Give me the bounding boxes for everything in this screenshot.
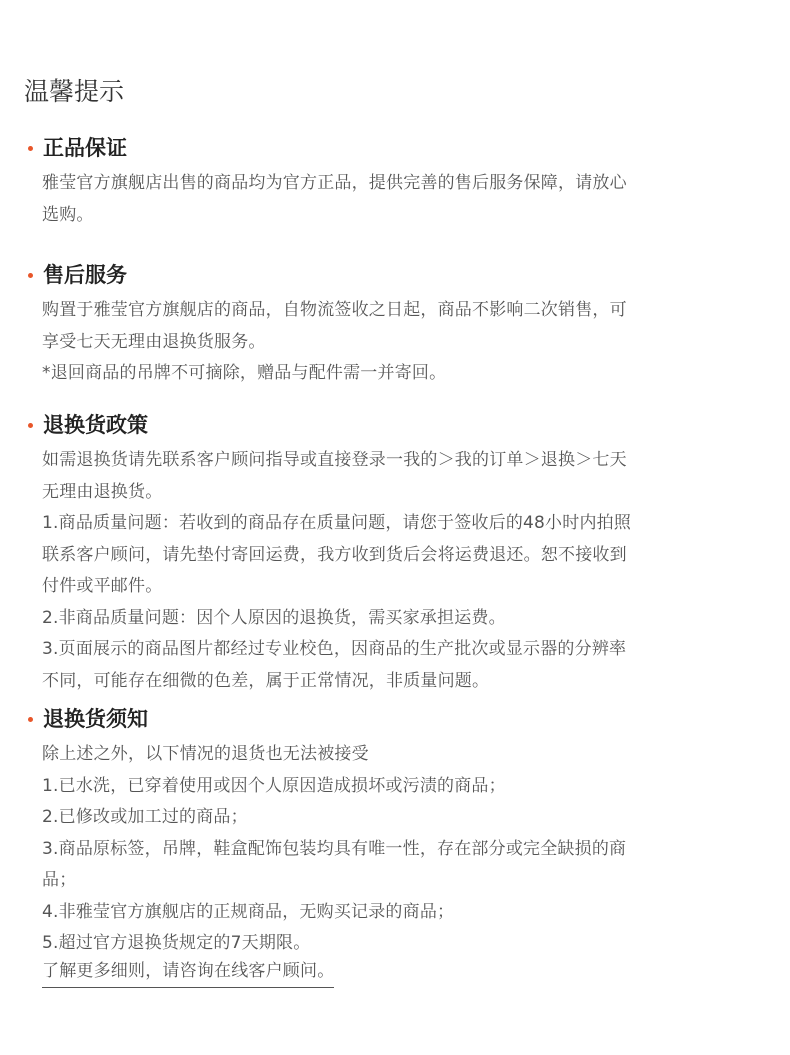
section-header [24,259,762,291]
section-text-line: 无理由退换货。 [42,481,163,502]
page-title: 温馨提示 [24,77,125,106]
section-text-line: 购置于雅莹官方旗舰店的商品，自物流签收之日起，商品不影响二次销售，可 [42,300,627,320]
section-text-line: 选购。 [42,204,94,225]
section-body [42,168,762,231]
section-title: 正品保证 [43,136,127,160]
section-text-line: 4.非雅莹官方旗舰店的正规商品，无购买记录的商品； [42,901,455,922]
section-header [24,132,762,164]
section-text-line: 3.商品原标签，吊牌，鞋盒配饰包装均具有唯一性，存在部分或完全缺损的商 [42,838,627,859]
section-text-line: 2.已修改或加工过的商品； [42,807,248,827]
section-text-line: 如需退换货请先联系客户顾问指导或直接登录一我的＞我的订单＞退换＞七天 [42,450,627,470]
section-title: 退换货须知 [43,707,148,731]
section-return-policy [24,409,762,697]
section-text-line: 5.超过官方退换货规定的7天期限。 [42,933,311,953]
section-text-line: 联系客户顾问，请先垫付寄回运费，我方收到货后会将运费退还。恕不接收到 [42,544,627,565]
section-text-line: 付件或平邮件。 [42,576,163,596]
bullet-dot-icon [28,423,33,428]
section-after-sales [24,259,762,390]
section-body [42,295,762,390]
consult-customer-advisor-link[interactable]: 了解更多细则，请咨询在线客户顾问。 [42,958,334,988]
bullet-dot-icon [28,146,33,151]
section-text-line: 品； [42,870,77,890]
section-text-line: 3.页面展示的商品图片都经过专业校色，因商品的生产批次或显示器的分辨率 [42,639,627,659]
section-text-line: *退回商品的吊牌不可摘除，赠品与配件需一并寄回。 [42,363,447,383]
section-body [42,445,762,697]
section-title: 退换货政策 [43,413,148,437]
section-text-line: 不同，可能存在细微的色差，属于正常情况，非质量问题。 [42,670,490,691]
bullet-dot-icon [28,717,33,722]
section-text-line: 享受七天无理由退换货服务。 [42,331,266,352]
section-text-line: 1.商品质量问题：若收到的商品存在质量问题，请您于签收后的48小时内拍照 [42,513,632,533]
section-body [42,739,762,960]
section-text-line: 1.已水洗，已穿着使用或因个人原因造成损坏或污渍的商品； [42,775,506,796]
section-header [24,409,762,441]
section-authenticity [24,132,762,231]
section-header [24,703,762,735]
bullet-dot-icon [28,273,33,278]
section-title: 售后服务 [43,263,127,287]
section-return-notice [24,703,762,960]
section-text-line: 2.非商品质量问题：因个人原因的退换货，需买家承担运费。 [42,607,506,628]
section-text-line: 除上述之外，以下情况的退货也无法被接受 [42,744,369,764]
section-text-line: 雅莹官方旗舰店出售的商品均为官方正品，提供完善的售后服务保障，请放心 [42,173,627,193]
